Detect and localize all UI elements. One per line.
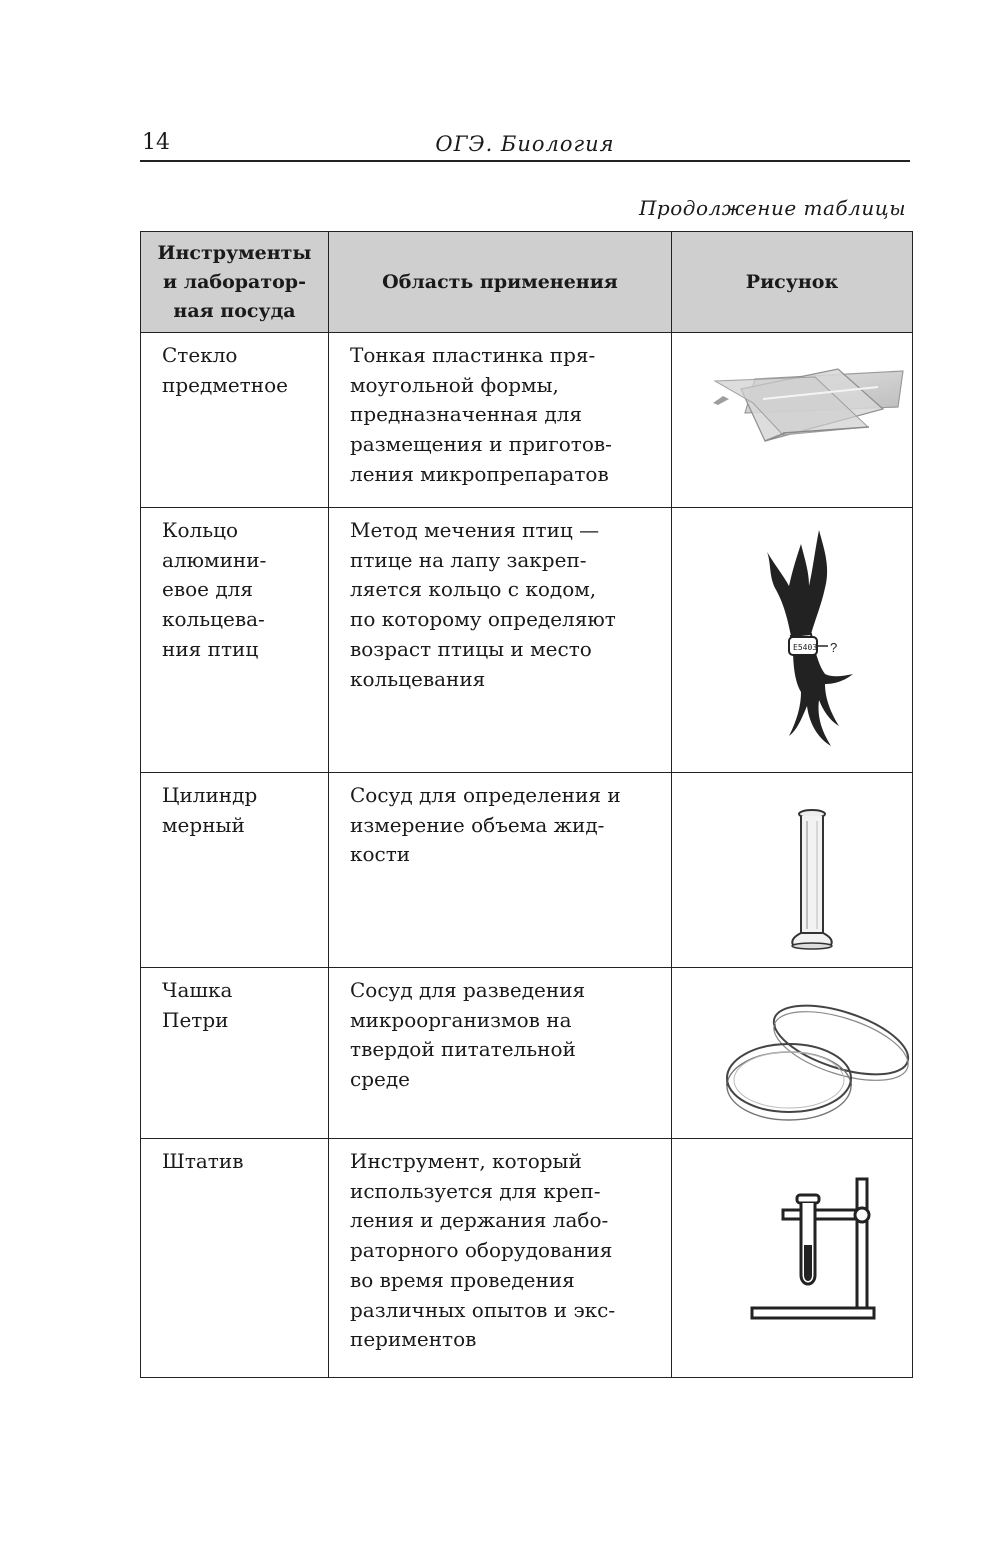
picture-cell (672, 508, 913, 773)
table-header-row (141, 232, 913, 333)
lab-stand-icon (693, 1147, 932, 1371)
bird-leg-ring-icon (693, 516, 932, 766)
petri-dish-icon (693, 976, 932, 1132)
column-header-tools: Инструменты и лаборатор- ная посуда (141, 232, 329, 333)
tool-name: Цилиндр мерный (141, 773, 329, 968)
tool-name: Штатив (141, 1139, 329, 1378)
tool-description: Метод мечения птиц — птице на лапу закреп- ляется кольцо с кодом, по которому определяют возраст птицы и место кольцевания (329, 508, 672, 773)
table-row (141, 508, 913, 773)
picture-cell (672, 333, 913, 508)
tool-name: Кольцо алюмини- евое для кольцева- ния птиц (141, 508, 329, 773)
svg-text:E5403: E5403 (793, 643, 818, 652)
tool-description: Инструмент, который используется для креп- ления и держания лабо- раторного оборудования во время проведения различных опытов и экс- периментов (329, 1139, 672, 1378)
graduated-cylinder-icon (693, 781, 932, 961)
tool-name: Чашка Петри (141, 968, 329, 1139)
table-row (141, 773, 913, 968)
picture-cell (672, 1139, 913, 1378)
column-header-application: Область применения (329, 232, 672, 333)
tool-description: Сосуд для разведения микроорганизмов на твердой питательной среде (329, 968, 672, 1139)
picture-cell (672, 968, 913, 1139)
page-number: 14 (142, 130, 170, 155)
header-title: ОГЭ. Биология (435, 132, 615, 156)
column-header-picture: Рисунок (672, 232, 913, 333)
microscope-slide-icon (693, 341, 932, 501)
page-header (140, 122, 910, 162)
table-row (141, 968, 913, 1139)
tool-name: Стекло предметное (141, 333, 329, 508)
tool-description: Сосуд для определения и измерение объема жид- кости (329, 773, 672, 968)
table-row (141, 1139, 913, 1378)
picture-cell (672, 773, 913, 968)
table-row (141, 333, 913, 508)
continuation-label: Продолжение таблицы (638, 196, 906, 220)
ring-label: ? (830, 640, 838, 655)
equipment-table (140, 231, 913, 1378)
tool-description: Тонкая пластинка пря- моугольной формы, предназначенная для размещения и приготов- ления микропрепаратов (329, 333, 672, 508)
